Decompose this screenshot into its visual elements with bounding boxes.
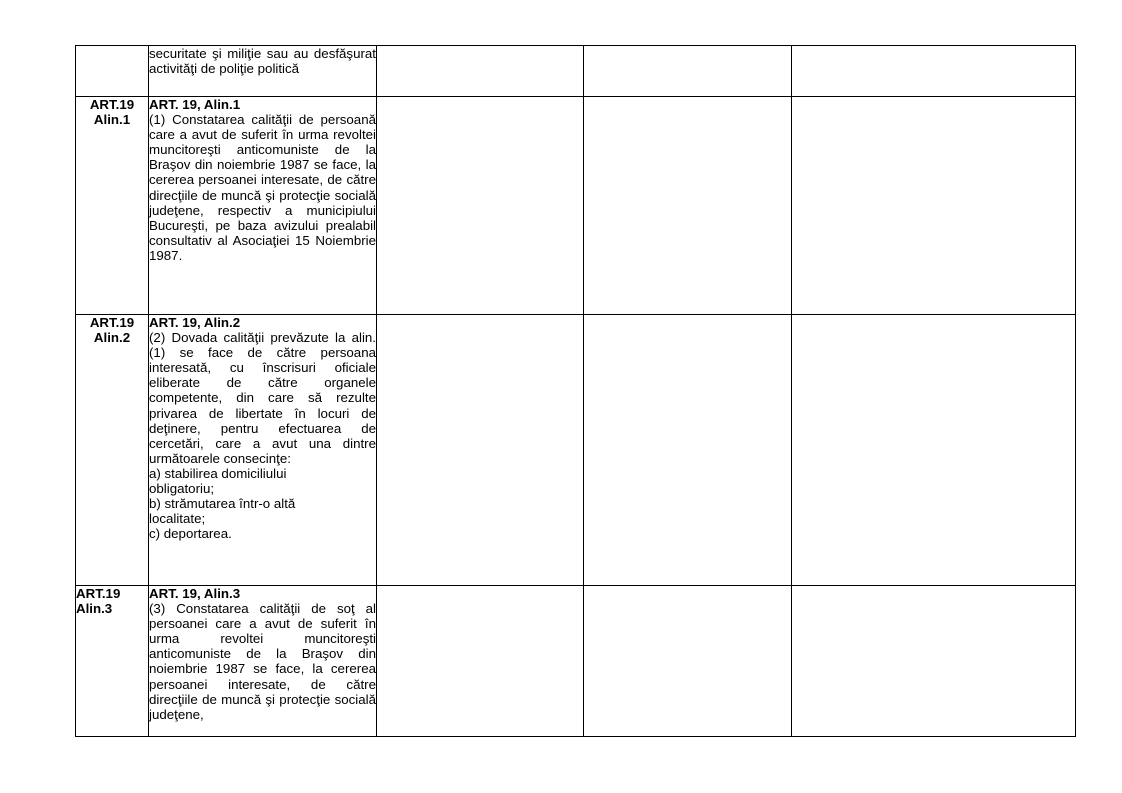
article-text-cell <box>149 46 377 97</box>
article-paragraph: (2) Dovada calităţii prevăzute la alin. (1) se face de către persoana interesată, cu înscrisuri oficiale eliberate de către organele competente, din care să rezulte privarea de libertate în locuri de deţinere, pentru efectuarea de cercetări, care a avut una dintre următoarele consecinţe: <box>149 330 376 466</box>
empty-cell <box>792 315 1076 586</box>
article-paragraph: securitate şi miliţie sau au desfăşurat activităţi de poliţie politică <box>149 46 376 77</box>
empty-cell <box>792 46 1076 97</box>
article-ref-cell <box>76 315 149 586</box>
article-ref: ART.19 Alin.1 <box>89 97 135 128</box>
article-heading: ART. 19, Alin.2 <box>149 315 241 330</box>
list-item: b) strămutarea într-o altă localitate; <box>149 496 296 527</box>
article-ref: ART.19 Alin.3 <box>76 586 121 617</box>
table-row <box>76 46 1076 97</box>
table-row <box>76 315 1076 586</box>
empty-cell <box>377 97 584 315</box>
article-ref-cell <box>76 586 149 737</box>
empty-cell <box>792 586 1076 737</box>
document-table <box>75 45 1076 737</box>
empty-cell <box>377 586 584 737</box>
article-heading: ART. 19, Alin.1 <box>149 97 241 112</box>
article-text-cell <box>149 315 377 586</box>
empty-cell <box>584 46 792 97</box>
article-ref: ART.19 Alin.2 <box>89 315 135 346</box>
empty-cell <box>584 586 792 737</box>
article-ref-cell <box>76 46 149 97</box>
empty-cell <box>584 315 792 586</box>
article-text-cell <box>149 97 377 315</box>
empty-cell <box>792 97 1076 315</box>
table-row <box>76 97 1076 315</box>
empty-cell <box>377 46 584 97</box>
empty-cell <box>377 315 584 586</box>
list-item: a) stabilirea domiciliului obligatoriu; <box>149 465 287 497</box>
article-paragraph: (3) Constatarea calităţii de soţ al persoanei care a avut de suferit în urma revoltei muncitoreşti anticomuniste de la Braşov din noiembrie 1987 se face, la cererea persoanei interesate, de către direcţiile de muncă şi protecţie socială judeţene, <box>149 601 376 722</box>
article-heading: ART. 19, Alin.3 <box>149 586 241 601</box>
list-item: c) deportarea. <box>149 526 232 542</box>
article-text-cell <box>149 586 377 737</box>
table-row <box>76 586 1076 737</box>
article-ref-cell <box>76 97 149 315</box>
article-paragraph: (1) Constatarea calităţii de persoană care a avut de suferit în urma revoltei muncitoreşti anticomuniste de la Braşov din noiembrie 1987 se face, la cererea persoanei interesate, de către direcţiile de muncă şi protecţie socială judeţene, respectiv a municipiului Bucureşti, pe baza avizului prealabil consultativ al Asociaţiei 15 Noiembrie 1987. <box>149 112 376 263</box>
empty-cell <box>584 97 792 315</box>
